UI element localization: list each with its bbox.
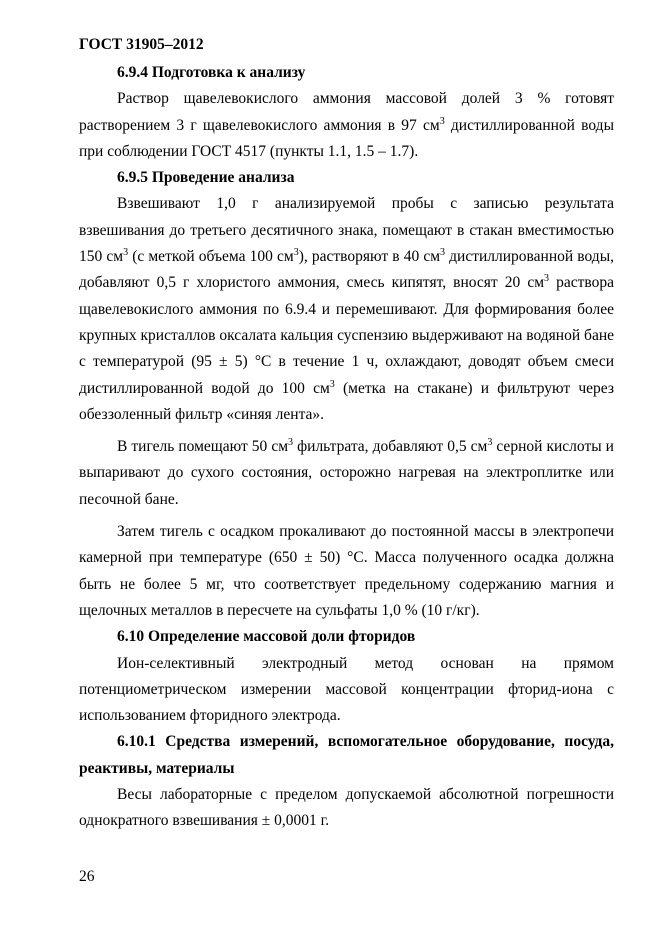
text-run: ), растворяют в 40 см [298,248,441,266]
page-number: 26 [79,868,95,885]
paragraph-lab-scales: Весы лабораторные с пределом допускаемой абсолютной погрешности однократного взвешивания ± 0,0001 г. [79,786,614,830]
paragraph-crucible-filtrate [79,434,614,513]
paragraph-reagent-prep [79,86,614,165]
superscript: 3 [487,437,493,449]
document-header: ГОСТ 31905–2012 [79,36,204,53]
text-run: фильтрата, добавляют 0,5 см [293,438,488,456]
text-run: дистиллированной воды, добавляют 0,5 г хлористого аммония, смесь кипятят, вносят 20 см [79,248,614,292]
section-heading-6-9-5: 6.9.5 Проведение анализа [117,169,295,187]
document-body [79,60,614,835]
superscript: 3 [329,378,335,390]
paragraph-fluoride-method: Ион-селективный электродный метод основан на прямом потенциометрическом измерении массовой концентрации фторид-иона с использованием фторидного электрода. [79,654,614,725]
paragraph-analysis-procedure [79,191,614,428]
section-heading-6-9-4: 6.9.4 Подготовка к анализу [117,64,306,81]
superscript: 3 [293,247,299,259]
superscript: 3 [440,247,446,259]
section-heading-6-10-1: 6.10.1 Средства измерений, вспомогательное оборудование, посуда, реактивы, материалы [79,733,614,777]
text-run: (с меткой объема 100 см [128,248,294,266]
superscript: 3 [439,115,445,127]
text-run: серной кислоты и выпаривают до сухого состояния, осторожно нагревая на электроплитке или песочной бане. [79,438,614,508]
paragraph-calcination: Затем тигель с осадком прокаливают до постоянной массы в электропечи камерной при температуре (650 ± 50) °С. Масса полученного осадка должна быть не более 5 мг, что соответствует предельному содержанию магния и щелочных металлов в пересчете на сульфаты 1,0 % (10 г/кг). [79,523,614,619]
text-run: Взвешивают 1,0 г анализируемой пробы с записью результата взвешивания до третьего десятичного знака, помещают в стакан вместимостью 150 см [79,195,614,266]
text-run: (метка на стакане) и фильтруют через обеззоленный фильтр «синяя лента». [79,379,614,423]
text-run: раствора щавелевокислого аммония по 6.9.4 и перемешивают. Для формирования более крупных кристаллов оксалата кальция суспензию выдерживают на водяной бане с температурой (95 ± 5) °С в течение 1 ч, охлаждают, доводят объем смеси дистиллированной водой до 100 см [79,274,614,397]
superscript: 3 [123,247,129,259]
text-run: В тигель помещают 50 см [117,438,289,456]
superscript: 3 [544,273,550,285]
text-run: дистиллированной воды при соблюдении ГОСТ 4517 (пункты 1.1, 1.5 – 1.7). [79,116,614,160]
superscript: 3 [288,437,294,449]
text-run: Раствор щавелевокислого аммония массовой долей 3 % готовят растворением 3 г щавелевокислого аммония в 97 см [79,90,614,134]
section-heading-6-10: 6.10 Определение массовой доли фторидов [117,628,416,646]
